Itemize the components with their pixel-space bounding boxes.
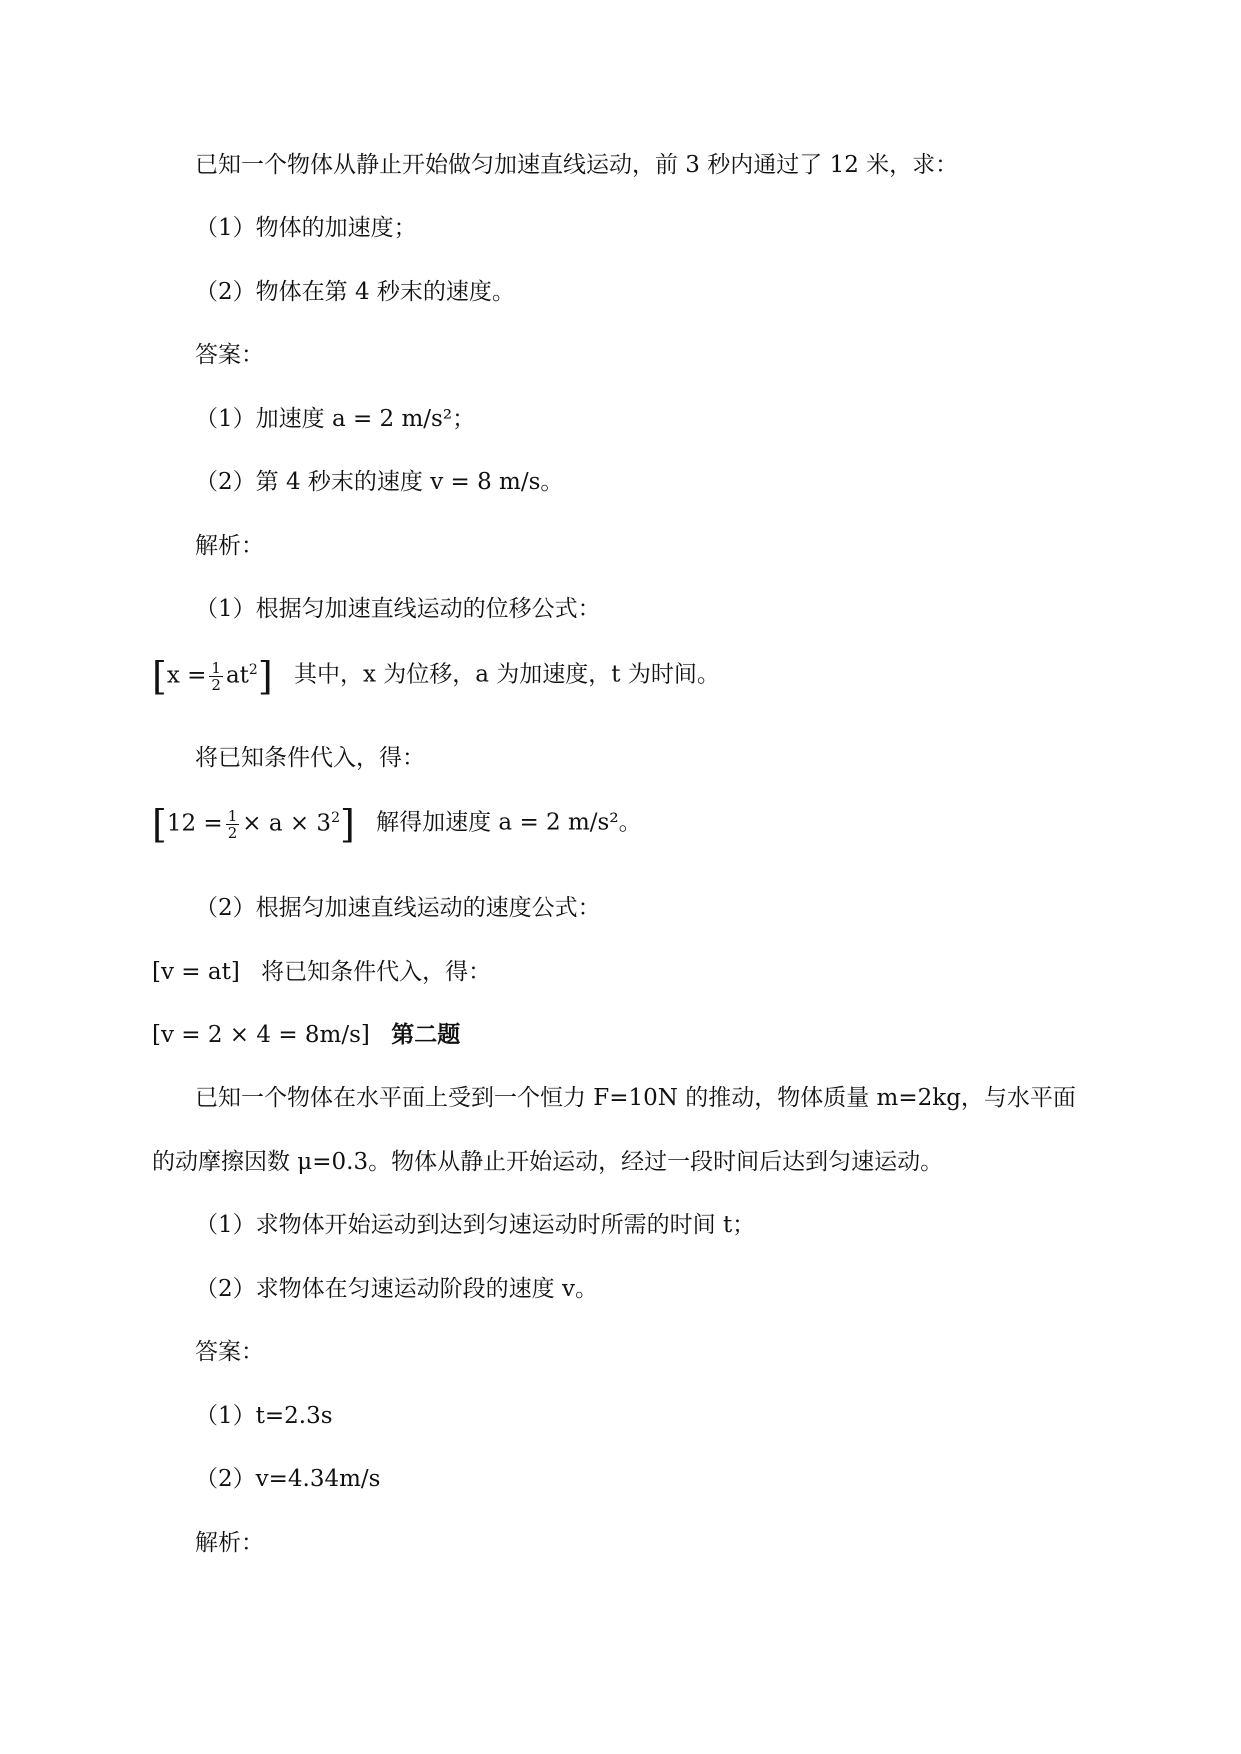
- formula-substitution-text: 解得加速度 a = 2 m/s²。: [376, 809, 642, 836]
- formula-displacement: [0, 655, 1241, 699]
- formula-substitution: [0, 803, 1241, 847]
- analysis-1-step-1: （1）根据匀加速直线运动的位移公式：: [195, 596, 601, 622]
- problem-1-question-1: （1）物体的加速度；: [195, 215, 417, 241]
- problem-2-statement-line-2: 的动摩擦因数 μ=0.3。物体从静止开始运动，经过一段时间后达到匀速运动。: [152, 1149, 944, 1175]
- formula-velocity-result: [0, 1020, 1241, 1050]
- answer-2-part-2: （2）v=4.34m/s: [195, 1466, 381, 1492]
- problem-2-question-1: （1）求物体开始运动到达到匀速运动时所需的时间 t；: [195, 1212, 756, 1238]
- answer-label-2: 答案：: [195, 1339, 264, 1365]
- problem-1-question-2: （2）物体在第 4 秒末的速度。: [195, 279, 515, 305]
- answer-1-part-1: （1）加速度 a = 2 m/s²；: [195, 406, 476, 432]
- formula-velocity-expr: [v = at]: [152, 959, 240, 985]
- formula-velocity: [0, 957, 1241, 987]
- problem-1-statement: 已知一个物体从静止开始做匀加速直线运动，前 3 秒内通过了 12 米，求：: [195, 152, 959, 178]
- analysis-label-2: 解析：: [195, 1530, 264, 1556]
- answer-1-part-2: （2）第 4 秒末的速度 v = 8 m/s。: [195, 469, 564, 495]
- answer-2-part-1: （1）t=2.3s: [195, 1403, 333, 1429]
- formula-displacement-text: 其中，x 为位移，a 为加速度，t 为时间。: [293, 661, 720, 688]
- problem-2-question-2: （2）求物体在匀速运动阶段的速度 v。: [195, 1276, 598, 1302]
- analysis-1-substitute: 将已知条件代入，得：: [195, 745, 425, 771]
- formula-velocity-result-expr: [v = 2 × 4 = 8m/s]: [152, 1022, 370, 1048]
- analysis-1-step-2: （2）根据匀加速直线运动的速度公式：: [195, 895, 601, 921]
- analysis-label-1: 解析：: [195, 533, 264, 559]
- formula-velocity-text: 将已知条件代入，得：: [261, 959, 492, 985]
- formula-substitution-expr: [12 = $\frac{1}{2}$ × $a \times 3^2$]: [152, 802, 355, 847]
- problem-2-statement-line-1: 已知一个物体在水平面上受到一个恒力 F=10N 的推动，物体质量 m=2kg，与水平面: [195, 1085, 1076, 1111]
- answer-label-1: 答案：: [195, 342, 264, 368]
- formula-displacement-expr: [x = $\frac{1}{2}$ $at^2$]: [152, 654, 273, 699]
- problem-2-heading: 第二题: [391, 1021, 461, 1048]
